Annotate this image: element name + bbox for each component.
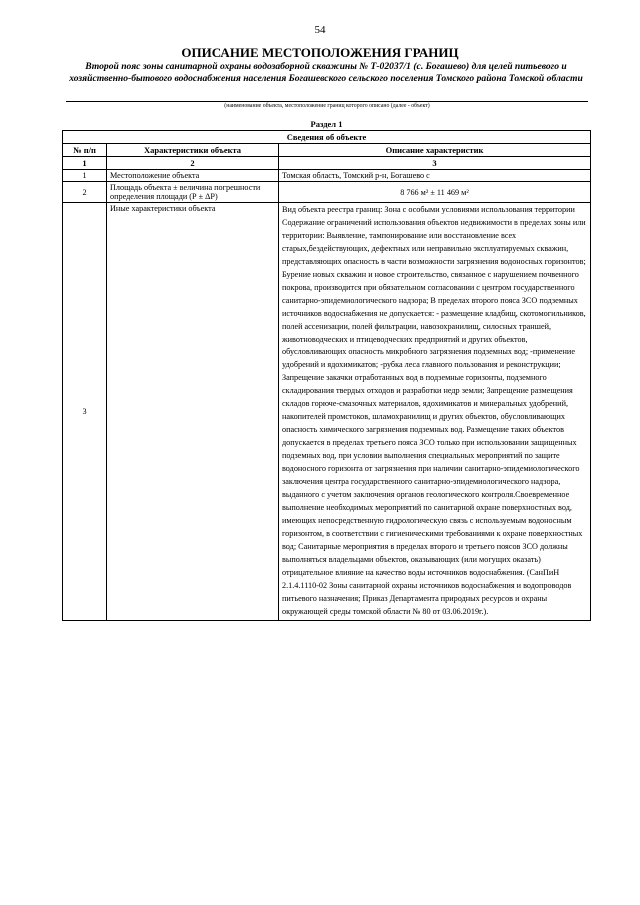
row-number: 2: [63, 182, 107, 203]
table-row: [63, 182, 591, 203]
section-title: Раздел 1: [63, 118, 591, 131]
object-name: Второй пояс зоны санитарной охраны водозаборной скважины № Т-02037/1 (с. Богашево) для целей питьевого и хозяйственно-бытового водоснабжения населения Богашевского сельского поселения Томского района Томской области: [69, 61, 583, 84]
row-number: 3: [63, 203, 107, 621]
object-info-table: [62, 118, 591, 621]
table-row: [63, 170, 591, 182]
page-number: 54: [314, 24, 326, 36]
table-title-row: [63, 131, 591, 144]
header-num: № п/п: [63, 144, 107, 157]
column-number: 1: [63, 157, 107, 170]
row-characteristic: Местоположение объекта: [107, 170, 279, 182]
header-characteristic: Характеристики объекта: [107, 144, 279, 157]
divider-line: [66, 101, 588, 102]
row-number: 1: [63, 170, 107, 182]
row-characteristic: Иные характеристики объекта: [107, 203, 279, 621]
row-characteristic: Площадь объекта ± величина погрешности определения площади (Р ± ΔР): [107, 182, 279, 203]
column-number-row: [63, 157, 591, 170]
object-name-caption: (наименование объекта, местоположение границ которого описано (далее - объект): [224, 103, 430, 109]
column-number: 3: [279, 157, 591, 170]
row-description: 8 766 м² ± 11 469 м²: [279, 182, 591, 203]
section-title-row: [63, 118, 591, 131]
column-number: 2: [107, 157, 279, 170]
header-description: Описание характеристик: [279, 144, 591, 157]
row-description: Томская область, Томский р-н, Богашево с: [279, 170, 591, 182]
header-row: [63, 144, 591, 157]
table-row: [63, 203, 591, 621]
table-title: Сведения об объекте: [63, 131, 591, 144]
document-title: ОПИСАНИЕ МЕСТОПОЛОЖЕНИЯ ГРАНИЦ: [181, 45, 459, 60]
row-description: Вид объекта реестра границ: Зона с особыми условиями использования территории Содержание ограничений использования объектов недвижимости в пределах зоны или территории: Выявление, тампонирование или восстановление всех старых,бездействующих, дефектных или неправильно эксплуатируемых скважин, представляющих опасность в части возможности загрязнения водоносных горизонтов; Бурение новых скважин и новое строительство, связанное с нарушением почвенного покрова, производится при обязательном согласовании с центром государственного санитарно-эпидемиологического надзора; В пределах второго пояса ЗСО подземных источников водоснабжения не допускается: - размещение кладбищ, скотомогильников, полей ассенизации, полей фильтрации, навозохранилищ, силосных траншей, животноводческих и птицеводческих предприятий и других объектов, обусловливающих опасность микробного загрязнения подземных вод; -применение удобрений и ядохимикатов; -рубка леса главного пользования и реконструкции; Запрещение закачки отработанных вод в подземные горизонты, подземного складирования твердых отходов и разработки недр земли; Запрещение размещения складов горюче-смазочных материалов, ядохимикатов и минеральных удобрений, накопителей промстоков, шламохранилищ и других объектов, обусловливающих опасность химического загрязнения подземных вод. Размещение таких объектов допускается в пределах третьего пояса ЗСО только при использовании защищенных подземных вод, при условии выполнения специальных мероприятий по защите водоносного горизонта от загрязнения при наличии санитарно-эпидемиологического заключения центра государственного санитарно-эпидемиологического надзора, выданного с учетом заключения органов геологического контроля.Своевременное выполнение необходимых мероприятий по санитарной охране поверхностных вод, имеющих непосредственную гидрологическую связь с используемым водоносным горизонтом, в соответствии с гигиеническими требованиями к охране поверхностных вод; Санитарные мероприятия в пределах второго и третьего поясов ЗСО должны выполняться владельцами объектов, оказывающих (или могущих оказать) отрицательное влияние на качество воды источников водоснабжения. (СанПиН 2.1.4.1110-02 Зоны санитарной охраны источников водоснабжения и водопроводов питьевого назначения; Приказ Департамента природных ресурсов и охраны окружающей среды томской области № 80 от 03.06.2019г.).: [279, 203, 591, 621]
